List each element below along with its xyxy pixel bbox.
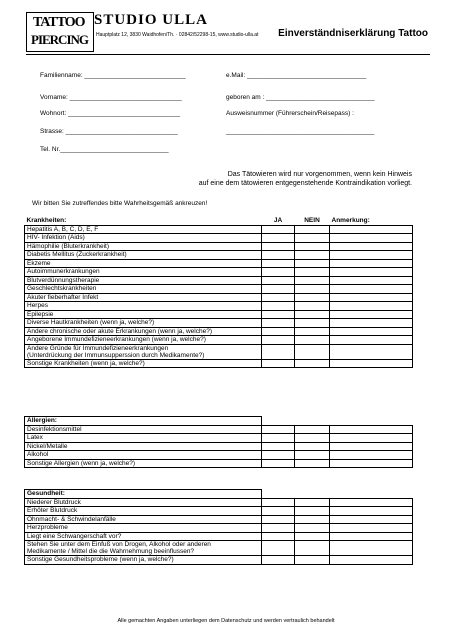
email-field[interactable]: e.Mail: _________________________________ [226, 72, 367, 79]
table-row [25, 434, 413, 443]
anmerkung-header: Anmerkung: [331, 217, 370, 224]
ja-checkbox[interactable] [262, 242, 295, 251]
nein-checkbox[interactable] [295, 276, 330, 285]
row-label: Andere chronische oder akute Erkrankungen (wenn ja, welche?) [25, 327, 262, 336]
gesundheit-table [24, 489, 413, 565]
nein-checkbox[interactable] [295, 556, 330, 565]
row-label: Latex [25, 434, 262, 443]
ja-checkbox[interactable] [262, 532, 295, 541]
nein-checkbox[interactable] [295, 532, 330, 541]
anmerkung-field[interactable] [330, 302, 413, 311]
ja-checkbox[interactable] [262, 225, 295, 234]
anmerkung-field[interactable] [330, 234, 413, 243]
table-row [25, 327, 413, 336]
nein-checkbox[interactable] [295, 285, 330, 294]
anmerkung-field[interactable] [330, 344, 413, 359]
row-label: Nickel/Metalle [25, 442, 262, 451]
nein-checkbox[interactable] [295, 251, 330, 260]
anmerkung-field[interactable] [330, 498, 413, 507]
table-row [25, 515, 413, 524]
logo-line2: PIERCING [31, 32, 89, 47]
nein-header: NEIN [304, 217, 320, 224]
table-row [25, 524, 413, 533]
studio-address: Hauptplatz 12, 3830 Waidhofen/Th. · 02842/52298-15, www.studio-ulla.at [96, 32, 259, 38]
notice [199, 170, 412, 188]
table-row [25, 336, 413, 345]
nein-checkbox[interactable] [295, 225, 330, 234]
table-header-row [25, 217, 413, 225]
nein-checkbox[interactable] [295, 310, 330, 319]
row-label: Autoimmunerkrankungen [25, 268, 262, 277]
nein-checkbox[interactable] [295, 507, 330, 516]
row-label-line1: Stehen Sie unter dem Einfuß von Drogen, Alkohol oder anderen [27, 541, 211, 548]
row-label: Liegt eine Schwangerschaft vor? [25, 532, 262, 541]
ja-checkbox[interactable] [262, 359, 295, 368]
table-row [25, 556, 413, 565]
row-label-line2: Medikamente / Mittel die die Wahrnehmung beeinflussen? [27, 548, 195, 555]
anmerkung-field[interactable] [330, 259, 413, 268]
row-label: Herzprobleme [25, 524, 262, 533]
table-row [25, 451, 413, 460]
strasse-field[interactable]: Strasse: _______________________________ [40, 128, 178, 135]
anmerkung-field[interactable] [330, 327, 413, 336]
notice-line2: auf eine dem tätowieren entgegenstehende Kontraindikation vorliegt. [198, 180, 412, 187]
table-row [25, 532, 413, 541]
row-label [25, 541, 262, 556]
table-row [25, 498, 413, 507]
nein-checkbox[interactable] [295, 359, 330, 368]
anmerkung-field[interactable] [330, 524, 413, 533]
row-label: Epilepsie [25, 310, 262, 319]
table-row [25, 268, 413, 277]
vorname-field[interactable]: Vorname: _______________________________ [40, 94, 182, 101]
row-label: Blutverdünnungstherapie [25, 276, 262, 285]
studio-name: STUDIO ULLA [94, 12, 208, 28]
row-label: Sonstige Gesundheitsprobleme (wenn ja, welche?) [25, 556, 262, 565]
nein-checkbox[interactable] [295, 327, 330, 336]
logo [26, 12, 94, 52]
nein-checkbox[interactable] [295, 234, 330, 243]
ja-checkbox[interactable] [262, 336, 295, 345]
privacy-footer: Alle gemachten Angaben unterliegen dem Datenschutz und werden vertraulich behandelt [117, 618, 335, 624]
anmerkung-field[interactable] [330, 515, 413, 524]
row-label-line1: Andere Gründe für Immundefizieneerkrankungen [27, 344, 169, 352]
ja-checkbox[interactable] [262, 524, 295, 533]
krankheiten-header: Krankheiten: [25, 217, 262, 225]
row-label: HIV- Infektion (Aids) [25, 234, 262, 243]
letterhead [26, 12, 430, 52]
row-label [25, 344, 262, 359]
ja-header: JA [273, 217, 283, 224]
anmerkung-field[interactable] [330, 268, 413, 277]
row-label: Hepatitis A, B, C, D, E, F [25, 225, 262, 234]
instruction: Wir bitten Sie zutreffendes bitte Wahrheitsgemäß ankreuzen! [32, 200, 208, 207]
notice-line1: Das Tätowieren wird nur vorgenommen, wenn kein Hinweis [227, 171, 412, 178]
nein-checkbox[interactable] [295, 498, 330, 507]
table-header-row [25, 490, 413, 499]
spacer [262, 417, 295, 426]
anmerkung-field[interactable] [330, 293, 413, 302]
ja-checkbox[interactable] [262, 285, 295, 294]
allergien-table [24, 416, 413, 468]
row-label-line2: (Unterdrückung der Immunsupperssion durch Medikamente?) [27, 351, 205, 359]
table-row [25, 234, 413, 243]
anmerkung-field[interactable] [330, 425, 413, 434]
ja-checkbox[interactable] [262, 268, 295, 277]
ja-checkbox[interactable] [262, 327, 295, 336]
ja-checkbox[interactable] [262, 344, 295, 359]
anmerkung-field[interactable] [330, 532, 413, 541]
nein-checkbox[interactable] [295, 319, 330, 328]
row-label: Niederer Blutdruck [25, 498, 262, 507]
krankheiten-table [24, 217, 413, 368]
nein-checkbox[interactable] [295, 425, 330, 434]
ja-checkbox[interactable] [262, 276, 295, 285]
anmerkung-field[interactable] [330, 276, 413, 285]
ja-checkbox[interactable] [262, 498, 295, 507]
table-row [25, 251, 413, 260]
nein-checkbox[interactable] [295, 268, 330, 277]
table-row [25, 302, 413, 311]
spacer [330, 490, 413, 499]
nein-checkbox[interactable] [295, 302, 330, 311]
anmerkung-field[interactable] [330, 434, 413, 443]
table-row [25, 285, 413, 294]
anmerkung-field[interactable] [330, 451, 413, 460]
ja-checkbox[interactable] [262, 310, 295, 319]
ja-checkbox[interactable] [262, 434, 295, 443]
anmerkung-field[interactable] [330, 285, 413, 294]
anmerkung-field[interactable] [330, 541, 413, 556]
wohnort-field[interactable]: Wohnort: _______________________________ [40, 110, 181, 117]
anmerkung-field[interactable] [330, 319, 413, 328]
table-row [25, 310, 413, 319]
table-row [25, 259, 413, 268]
ja-checkbox[interactable] [262, 302, 295, 311]
gesundheit-header: Gesundheit: [25, 490, 262, 499]
row-label: Geschlechtskrankheiten [25, 285, 262, 294]
spacer [295, 490, 330, 499]
nein-checkbox[interactable] [295, 242, 330, 251]
ausweis-field[interactable]: _________________________________________ [226, 128, 375, 135]
ja-checkbox[interactable] [262, 541, 295, 556]
nein-checkbox[interactable] [295, 451, 330, 460]
anmerkung-field[interactable] [330, 507, 413, 516]
ja-checkbox[interactable] [262, 556, 295, 565]
row-label: Alkohol [25, 451, 262, 460]
anmerkung-field[interactable] [330, 556, 413, 565]
row-label: Erhöter Blutdruck [25, 507, 262, 516]
anmerkung-field[interactable] [330, 310, 413, 319]
anmerkung-field[interactable] [330, 242, 413, 251]
spacer [262, 490, 295, 499]
anmerkung-field[interactable] [330, 359, 413, 368]
ja-checkbox[interactable] [262, 425, 295, 434]
row-label: Desinfektionsmittel [25, 425, 262, 434]
nein-checkbox[interactable] [295, 515, 330, 524]
row-label: Herpes [25, 302, 262, 311]
table-row [25, 459, 413, 468]
page-title: Einverständniserklärung Tattoo [278, 28, 428, 39]
anmerkung-field[interactable] [330, 225, 413, 234]
ja-checkbox[interactable] [262, 515, 295, 524]
table-row [25, 344, 413, 359]
logo-line1: TATTOO [33, 15, 85, 30]
table-row [25, 425, 413, 434]
nein-checkbox[interactable] [295, 336, 330, 345]
table-row [25, 541, 413, 556]
anmerkung-field[interactable] [330, 442, 413, 451]
row-label: Angeborene Immundefizieneerkrankungen (wenn ja, welche?) [25, 336, 262, 345]
ausweis-label: Ausweisnummer (Führerschein/Reisepass) : [226, 110, 354, 117]
spacer [330, 417, 413, 426]
row-label: Ekzeme [25, 259, 262, 268]
table-row [25, 225, 413, 234]
ja-checkbox[interactable] [262, 319, 295, 328]
row-label: Sonstige Allergien (wenn ja, welche?) [25, 459, 262, 468]
nein-checkbox[interactable] [295, 293, 330, 302]
familienname-field[interactable]: Familienname: ____________________________ [40, 72, 186, 79]
row-label: Diabetis Mellitus (Zuckerkrankheit) [25, 251, 262, 260]
row-label: Ohnmacht- & Schwindelanfälle [25, 515, 262, 524]
nein-checkbox[interactable] [295, 442, 330, 451]
anmerkung-field[interactable] [330, 251, 413, 260]
tel-field[interactable]: Tel. Nr.______________________________ [40, 146, 169, 153]
ja-checkbox[interactable] [262, 451, 295, 460]
table-row [25, 319, 413, 328]
table-row [25, 359, 413, 368]
table-row [25, 276, 413, 285]
anmerkung-field[interactable] [330, 336, 413, 345]
geboren-field[interactable]: geboren am : ______________________________ [226, 94, 375, 101]
table-row [25, 242, 413, 251]
spacer [295, 417, 330, 426]
header-divider [26, 54, 430, 55]
ja-checkbox[interactable] [262, 293, 295, 302]
nein-checkbox[interactable] [295, 344, 330, 359]
table-row [25, 442, 413, 451]
ja-checkbox[interactable] [262, 507, 295, 516]
table-row [25, 507, 413, 516]
nein-checkbox[interactable] [295, 541, 330, 556]
row-label: Diverse Hautkrankheiten (wenn ja, welche?) [25, 319, 262, 328]
nein-checkbox[interactable] [295, 259, 330, 268]
row-label: Sonstige Krankheiten (wenn ja, welche?) [25, 359, 262, 368]
ja-checkbox[interactable] [262, 259, 295, 268]
ja-checkbox[interactable] [262, 459, 295, 468]
table-header-row [25, 417, 413, 426]
nein-checkbox[interactable] [295, 524, 330, 533]
allergien-header: Allergien: [25, 417, 262, 426]
anmerkung-field[interactable] [330, 459, 413, 468]
table-row [25, 293, 413, 302]
ja-checkbox[interactable] [262, 251, 295, 260]
row-label: Akuter fieberhafter Infekt [25, 293, 262, 302]
nein-checkbox[interactable] [295, 434, 330, 443]
nein-checkbox[interactable] [295, 459, 330, 468]
ja-checkbox[interactable] [262, 442, 295, 451]
row-label: Hämophilie (Bluterkrankheit) [25, 242, 262, 251]
ja-checkbox[interactable] [262, 234, 295, 243]
